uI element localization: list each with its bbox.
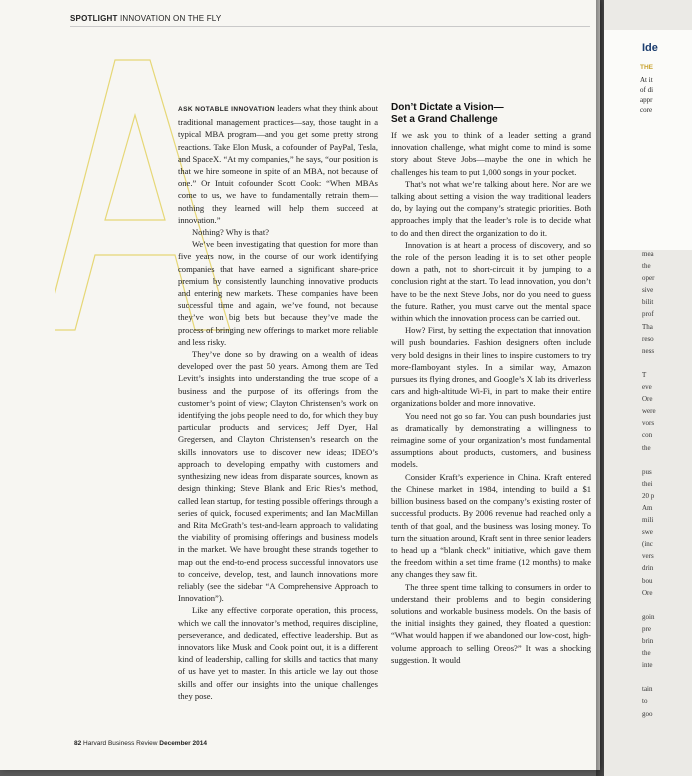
text-fragment: vors [642,419,655,428]
text-fragment: Am [642,503,653,512]
text-fragment: thei [642,479,653,488]
paragraph: Nothing? Why is that? [192,227,269,238]
text-fragment: the [642,262,651,271]
text-fragment: At it [640,76,653,84]
header-section-label: SPOTLIGHT [70,14,118,23]
text-fragment: brin [642,637,654,645]
text-fragment: eve [642,383,652,392]
paragraph: They’ve done so by drawing on a wealth of ideas developed over the past 50 years. Among them are Ted Levitt’s insights into understanding the true scope of a business and the purpose of its offerings from the customer’s point of view; Clayton Christensen’s work on identifying the jobs people need to do, for which they buy particular products and services; Jeff Dyer, Hal Gregersen, and Clayton Christensen’s research on the skills innovators use to discover new ideas; IDEO’s approach to developing empathy with customers and synthesizing new ideas from disparate sources, known as design thinking; Steve Blank and Eric Ries’s method, called lean startup, for testing possible offerings through a series of quick, focused experiments; and Ian MacMillan and Rita McGrath’s test-and-learn approach to validating the viability of promising offerings and business models in the market. We have brought these strands together to map out the end-to-end process successful innovators use to conceive, develop, test, and launch innovations more reliably (see the sidebar “A Comprehensive Approach to Innovation”). [178,349,378,604]
paragraph: You need not go so far. You can push boundaries just as dramatically by demonstrating a willingness to reimagine some of your organization’s most fundamental assumptions about products, customers, and business models. [391,410,591,470]
section-heading [391,102,591,126]
text-fragment: to [642,697,648,706]
text-fragment: mea [642,250,654,258]
text-fragment: ness [642,346,655,355]
paragraph: How? First, by setting the expectation that innovation will push boundaries. Fashion designers often include very bold designs in their lines to inspire customers to try more-flamboyant styles. In a similar way, Amazon pursues its flying drones, and Google’s X lab its driverless cars and high-altitude Wi-Fi, in part to make their entire organizations bolder and more innovative. [391,325,591,409]
heading-line-1: Don’t Dictate a Vision— [391,102,504,113]
text-fragment: (inc [642,540,653,549]
text-fragment: pus [642,467,652,476]
text-fragment: con [642,431,653,440]
text-fragment: tain [642,685,653,694]
text-fragment: reso [642,334,654,343]
article-column-right [391,102,591,666]
text-fragment: the [642,443,651,452]
section-header [70,14,590,27]
heading-line-2: Set a Grand Challenge [391,114,498,125]
text-fragment: drin [642,564,654,573]
issue-date: December 2014 [159,740,207,747]
text-fragment: bou [642,576,653,585]
text-fragment [642,357,656,369]
article-column-left [178,102,378,702]
text-fragment: appr [640,96,653,104]
page-number: 82 [74,740,82,747]
text-fragment: goo [642,709,653,718]
paragraph: Consider Kraft’s experience in China. Kraft entered the Chinese market in 1984, intending to build a $1 billion business based on the company’s existing roster of successful products. By 2006 revenue had reached only a tenth of that goal, and the business was losing money. To turn the situation around, Kraft sent in three senior leaders to head up a “blank check” initiative, which gave them the freedom within a set time frame (12 months) to make any changes they saw fit. [391,471,591,580]
text-fragment: Tha [642,322,653,331]
text-fragment [642,454,656,466]
text-fragment: Ore [642,588,653,597]
text-fragment: oper [642,274,655,283]
text-fragment: vers [642,552,654,561]
publication-name: Harvard Business Review [81,740,160,747]
text-fragment: inte [642,661,653,670]
paragraph: That’s not what we’re talking about here. Nor are we talking about setting a vision the way traditional leaders do, by laying out the company’s strategic priorities. Both approaches imply that the leader’s role is to decide what to do and then direct the organization to do it. [391,178,591,238]
text-fragment: bilit [642,298,654,307]
intro-text: leaders what they think about traditional management practices—say, those taught in a typical MBA program—and you get some pretty strong reactions. Take Elon Musk, a cofounder of PayPal, Tesla, and SpaceX. “At my companies,” he says, “our position is that we hire someone in spite of an MBA, not because of one.” Or Intuit cofounder Scott Cook: “When MBAs come to us, we have to fundamentally retrain them—nothing they learned will help them succeed at innovation.” [178,103,378,225]
text-fragment: T [642,370,647,379]
text-fragment: mili [642,516,654,525]
text-fragment: 20 p [642,491,655,500]
header-topic: INNOVATION ON THE FLY [117,14,222,23]
text-fragment: of di [640,86,654,94]
text-fragment: prof [642,310,654,319]
text-fragment [642,671,656,683]
text-fragment [642,599,656,611]
text-fragment: Ore [642,395,653,404]
facing-page-edge [604,0,692,776]
text-fragment: sive [642,286,654,295]
paragraph: Like any effective corporate operation, this process, which we call the innovator’s method, requires discipline, perseverance, and dedicated, effective leadership. But as innovators like Musk and Cook point out, it is a different kind of leadership, calling for skills and tactics that many of us have yet to master. In this article we lay out those skills and offer our insights into the unique challenges they pose. [178,605,378,701]
paragraph: Innovation is at heart a process of discovery, and so the role of the person leading it is to set other people down a path, not to short-circuit it by jumping to a conclusion right at the start. To lead innovation, you don’t have to be the next Steve Jobs, nor do you need to guess the future. Rather, you must carve out the mental space within which the innovation process can be carried out. [391,239,591,324]
paragraph: The three spent time talking to consumers in order to understand their problems and to begin considering solutions and workable business models. On the basis of the initial insights they gained, they floated a question: “What would happen if we abandoned our low-cost, high-volume approach to selling Oreos?” It was a shocking suggestion. It would [391,581,591,665]
text-fragment: goin [642,612,655,621]
text-fragment: core [640,106,653,114]
facing-page-text-fragments [642,248,656,720]
text-fragment: swe [642,528,653,537]
text-fragment: pre [642,624,651,633]
text-fragment: were [642,407,656,416]
page-footer [74,740,207,747]
paragraph: We’ve been investigating that question for more than five years now, in the course of our work identifying companies that have earned a significant share-price premium by consistently launching innovative products and entering new markets. These companies have been successful time and again, we’ve found, not because they’ve won big bets but because they’ve made the process of bringing new offerings to market more reliable and less risky. [178,239,378,347]
paragraph: If we ask you to think of a leader setting a grand innovation challenge, what might come to mind is some story about Steve Jobs—maybe the one in which he challenges his team to put 1,000 songs in your pocket. [391,130,591,177]
sidebar-title-fragment: Ide [642,42,658,54]
lead-in-caps: ASK NOTABLE INNOVATION [178,106,275,113]
sidebar-box [604,30,692,250]
sidebar-subtitle-fragment: THE [640,64,653,71]
sidebar-text-fragments [640,75,653,115]
text-fragment: the [642,649,651,658]
intro-paragraph [178,102,378,226]
